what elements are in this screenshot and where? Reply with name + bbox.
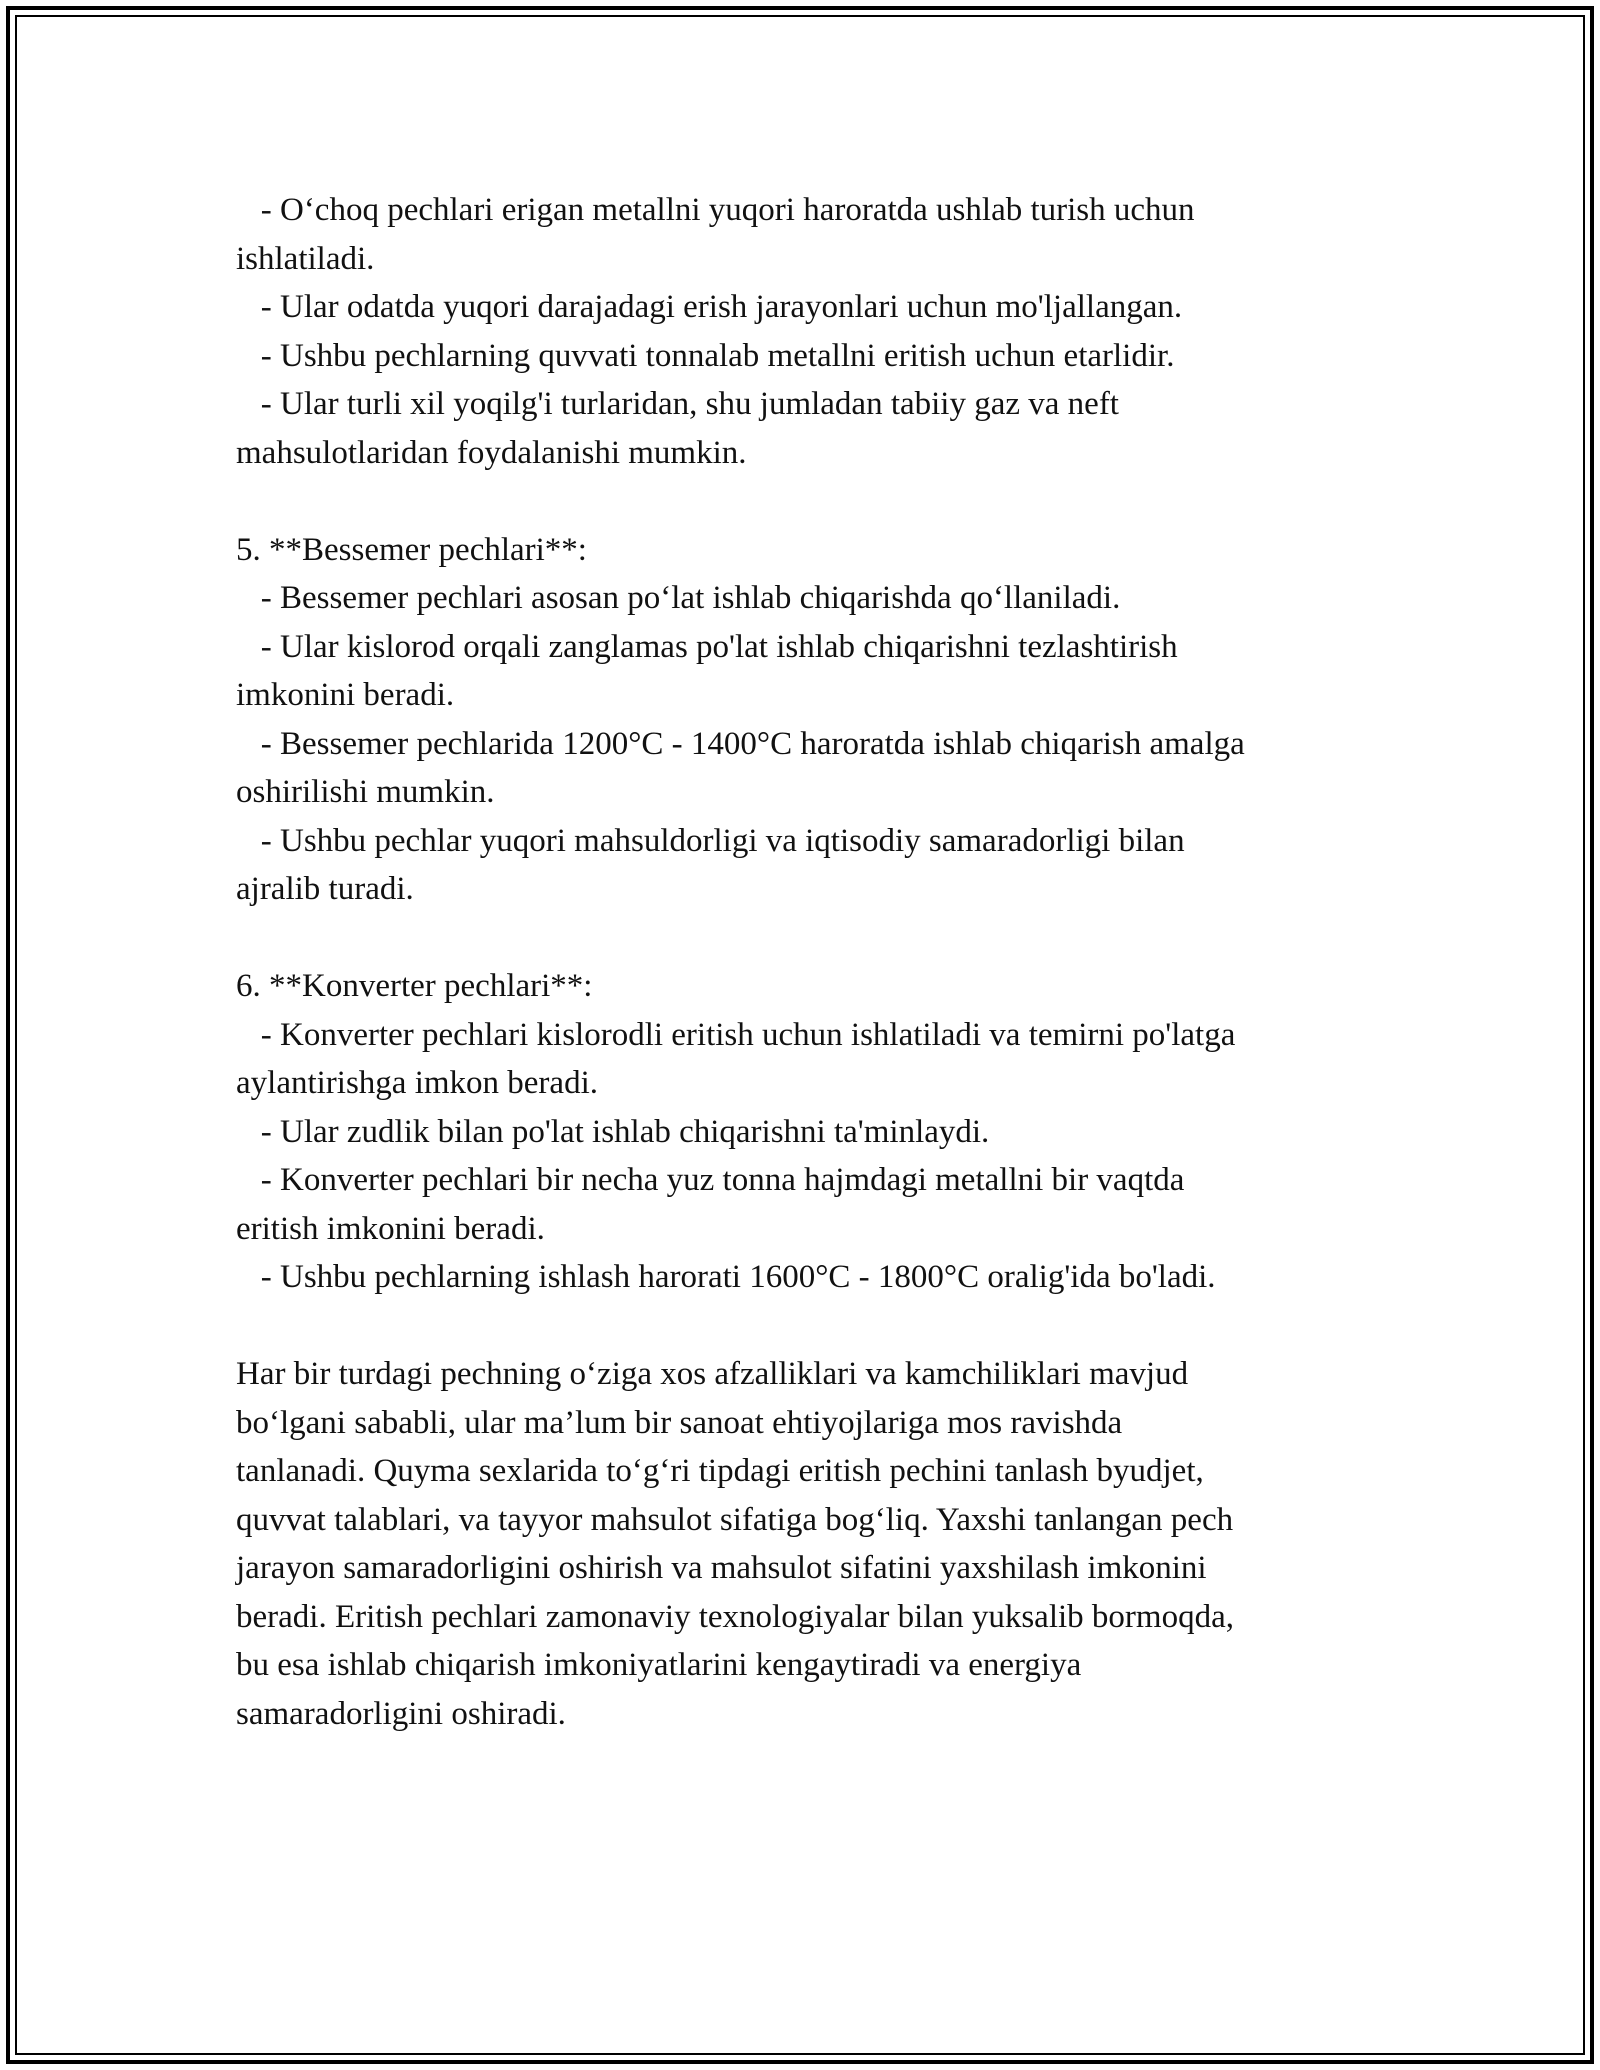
- conclusion-line: samaradorligini oshiradi.: [236, 1695, 566, 1732]
- conclusion-line: Har bir turdagi pechning o‘ziga xos afzalliklari va kamchiliklari mavjud: [236, 1356, 1189, 1392]
- paragraph-gap: [236, 914, 1376, 963]
- section-heading-konverter: 6. **Konverter pechlari**:: [236, 968, 593, 1004]
- text-line: - Ular odatda yuqori darajadagi erish jarayonlari uchun mo'ljallangan.: [236, 289, 1183, 325]
- text-line: imkonini beradi.: [236, 677, 455, 713]
- text-line: ishlatiladi.: [236, 240, 375, 277]
- text-line: - Konverter pechlari kislorodli eritish uchun ishlatiladi va temirni po'latga: [236, 1016, 1236, 1053]
- text-line: eritish imkonini beradi.: [236, 1210, 545, 1247]
- text-line: ajralib turadi.: [236, 871, 414, 907]
- text-line: mahsulotlaridan foydalanishi mumkin.: [236, 434, 747, 471]
- text-line: - Ular kislorod orqali zanglamas po'lat ishlab chiqarishni tezlashtirish: [236, 628, 1178, 665]
- text-line: oshirilishi mumkin.: [236, 774, 495, 810]
- text-line: - Konverter pechlari bir necha yuz tonna hajmdagi metallni bir vaqtda: [236, 1162, 1185, 1198]
- section-heading-bessemer: 5. **Bessemer pechlari**:: [236, 531, 587, 568]
- text-line: - Bessemer pechlarida 1200°C - 1400°C haroratda ishlab chiqarish amalga: [236, 725, 1245, 762]
- conclusion-line: quvvat talablari, va tayyor mahsulot sifatiga bog‘liq. Yaxshi tanlangan pech: [236, 1501, 1234, 1538]
- paragraph-gap: [236, 1302, 1376, 1351]
- text-line: - Ushbu pechlar yuqori mahsuldorligi va iqtisodiy samaradorligi bilan: [236, 822, 1185, 859]
- text-line: - Ular turli xil yoqilg'i turlaridan, shu jumladan tabiiy gaz va neft: [236, 386, 1119, 422]
- text-line: - Ushbu pechlarning ishlash harorati 1600°C - 1800°C oralig'ida bo'ladi.: [236, 1259, 1216, 1295]
- text-line: - O‘choq pechlari erigan metallni yuqori haroratda ushlab turish uchun: [236, 192, 1195, 228]
- text-line: - Ular zudlik bilan po'lat ishlab chiqarishni ta'minlaydi.: [236, 1113, 990, 1150]
- text-line: - Ushbu pechlarning quvvati tonnalab metallni eritish uchun etarlidir.: [236, 337, 1175, 374]
- paragraph-gap: [236, 477, 1376, 526]
- conclusion-line: jarayon samaradorligini oshirish va mahsulot sifatini yaxshilash imkonini: [236, 1550, 1207, 1586]
- conclusion-line: tanlanadi. Quyma sexlarida to‘g‘ri tipdagi eritish pechini tanlash byudjet,: [236, 1453, 1204, 1489]
- conclusion-line: beradi. Eritish pechlari zamonaviy texnologiyalar bilan yuksalib bormoqda,: [236, 1598, 1234, 1635]
- text-line: aylantirishga imkon beradi.: [236, 1065, 598, 1101]
- text-line: - Bessemer pechlari asosan po‘lat ishlab chiqarishda qo‘llaniladi.: [236, 580, 1121, 616]
- conclusion-line: bu esa ishlab chiqarish imkoniyatlarini kengaytiradi va energiya: [236, 1647, 1082, 1683]
- document-body: [236, 186, 1376, 1738]
- conclusion-line: bo‘lgani sababli, ular ma’lum bir sanoat ehtiyojlariga mos ravishda: [236, 1404, 1123, 1441]
